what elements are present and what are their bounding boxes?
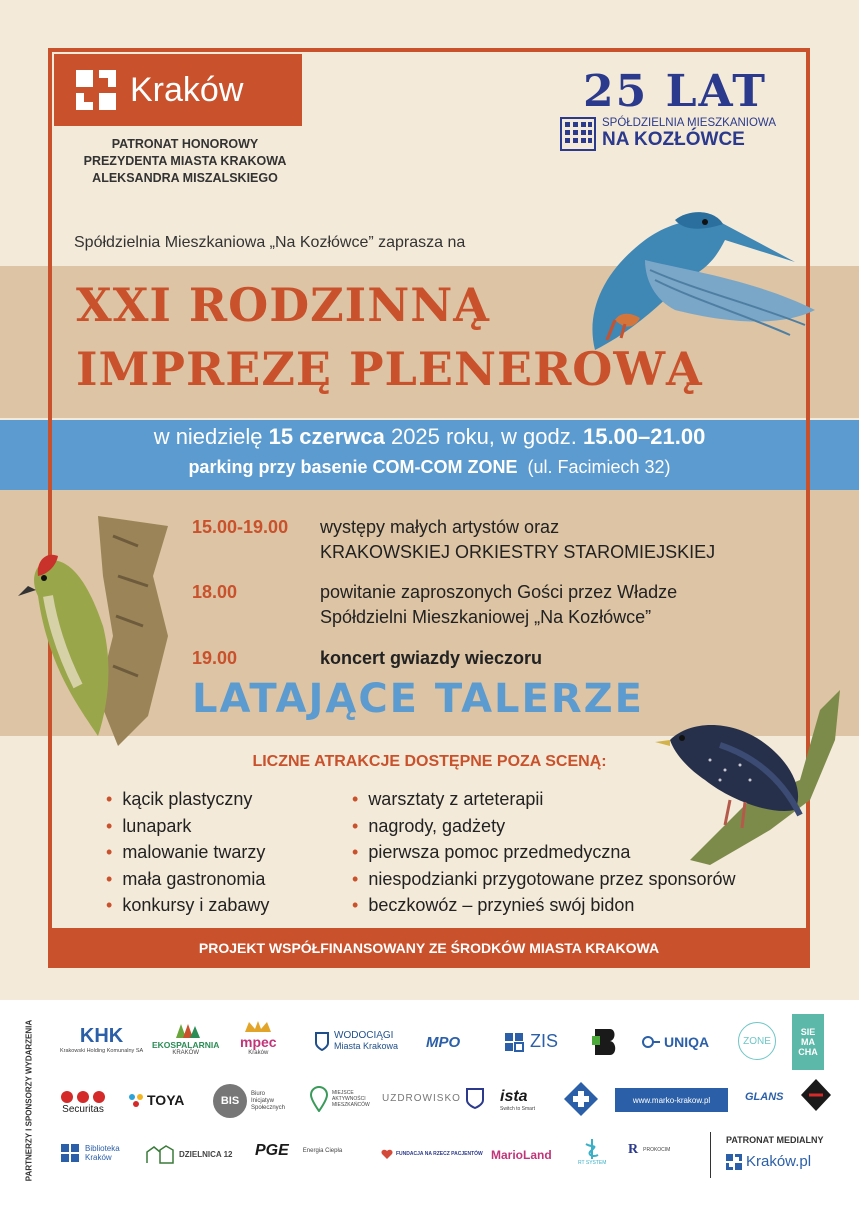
comcom-zone-logo: ZONE (738, 1022, 776, 1060)
woodpecker-illustration (18, 516, 198, 746)
leaf-icon (171, 1022, 201, 1040)
coop-small: SPÓŁDZIELNIA MIESZKANIOWA (602, 117, 777, 129)
b-mark-icon (592, 1027, 618, 1057)
uniqa-logo: UNIQA (641, 1034, 709, 1050)
list-item: • beczkowóz – przynieś swój bidon (352, 892, 736, 919)
attractions-list-1 (106, 786, 269, 919)
poster: PROJEKT WSPÓŁFINANSOWANY ZE ŚRODKÓW MIASTA KRAKOWA Kraków PATRONAT HONOROWY PREZYDENTA MIASTA KRAKOWA ALEKSANDRA MISZALSKIEGO 25 LAT SPÓŁDZIELNIA MIESZKANIOWA NA KOZŁÓWCE Spółdzielnia Mieszkaniowa „Na Kozłówce” zaprasza na XXI RODZINNĄ IMPREZĘ PLENEROWĄ w niedzielę 15 czerwca 2025 roku, w godz. 15.00–21.00 parking przy basenie COM-COM ZONE (ul. Facimiech 32) 15.00-19.00 występy małych artystów oraz KRAKOWSKIEJ ORKIESTRY STAROMIEJSKIEJ 18.00 powitanie zaproszonych Gości przez Władze Spółdzielni Mieszkaniowej „Na Kozłówce” 19.00 koncert gwiazdy wieczoru LATAJĄCE TALERZE LICZNE ATRAKCJE DOSTĘPNE POZA SCENĄ: • kącik plastyczny • lunapark • malowanie twarzy • mała gastronomia • konkursy i zabawy • warsztaty z arteterapii • nagrody, gadżety • pierwsza pomoc przedmedyczna • niespodzianki przygotowane przez sponsorów • beczkowóz – przynieś swój bidon (0, 0, 859, 1000)
list-item: • malowanie twarzy (106, 839, 269, 866)
fundacja-logo: FUNDACJA NA RZECZ PACJENTÓW (381, 1148, 483, 1160)
marioland-logo: MarioLand (491, 1148, 552, 1162)
patron-separator (710, 1132, 711, 1178)
crest-icon (465, 1087, 485, 1109)
kingfisher-illustration (555, 200, 825, 370)
list-item: • pierwsza pomoc przedmedyczna (352, 839, 736, 866)
schedule-time: 18.00 (192, 582, 238, 602)
place-line: parking przy basenie COM-COM ZONE (ul. Facimiech 32) (188, 457, 671, 477)
funding-text: PROJEKT WSPÓŁFINANSOWANY ZE ŚRODKÓW MIASTA KRAKOWA (198, 940, 660, 956)
dzielnica-logo: DZIELNICA 12 (146, 1144, 233, 1164)
coop-name: NA KOZŁÓWCE (602, 129, 745, 150)
anniversary-title: 25 LAT (583, 66, 767, 117)
medical-cross-icon (563, 1081, 599, 1117)
library-mark-icon (60, 1143, 80, 1163)
emblem-logo (800, 1078, 832, 1112)
ista-logo: ista Switch to Smart (500, 1088, 536, 1112)
securitas-dots-icon (60, 1090, 106, 1104)
miejsce-aktywnosci-logo: MIEJSCE AKTYWNOŚCI MIESZKAŃCÓW (310, 1086, 370, 1112)
krakow-logo-text: Kraków (130, 70, 244, 109)
buildings-icon (146, 1144, 174, 1164)
patron-heading: PATRONAT MEDIALNY (726, 1135, 824, 1145)
medical-logo (563, 1081, 599, 1117)
list-item: • kącik plastyczny (106, 786, 269, 813)
attractions-list-2 (352, 786, 736, 919)
wodociagi-logo: WODOCIĄGI Miasta Krakowa (314, 1030, 398, 1051)
zis-mark-icon (504, 1032, 524, 1052)
crown-icon (243, 1020, 273, 1034)
siemacha-logo: SIE MA CHA (792, 1014, 824, 1070)
headliner-name: LATAJĄCE TALERZE (192, 676, 644, 722)
caduceus-icon (582, 1138, 602, 1160)
mpec-logo: mpec Kraków (240, 1020, 277, 1056)
anniversary-logo (560, 66, 790, 151)
invite-text: Spółdzielnia Mieszkaniowa „Na Kozłówce” zaprasza na (74, 234, 466, 251)
krakow-logo (54, 54, 302, 126)
rt-system-logo: RT SYSTEM (578, 1138, 606, 1166)
mpo-logo: MPO (426, 1034, 461, 1051)
list-item: • nagrody, gadżety (352, 813, 736, 840)
sponsors-side-label: PARTNERZY I SPONSORZY WYDARZENIA (24, 1019, 34, 1182)
krakow-mark-icon (726, 1154, 742, 1170)
list-item: • niespodzianki przygotowane przez sponsorów (352, 866, 736, 893)
list-item: • mała gastronomia (106, 866, 269, 893)
marko-logo: www.marko-krakow.pl (615, 1088, 728, 1112)
map-pin-icon (310, 1086, 328, 1112)
krakow-mark-icon (76, 70, 116, 110)
uzdrowisko-logo: UZDROWISKO (382, 1087, 485, 1109)
crest-icon (314, 1031, 330, 1051)
attractions-heading: LICZNE ATRAKCJE DOSTĘPNE POZA SCENĄ: (252, 753, 607, 770)
shield-icon (800, 1078, 832, 1112)
list-item: • lunapark (106, 813, 269, 840)
biblioteka-logo: Biblioteka Kraków (60, 1143, 120, 1163)
budimex-logo (592, 1027, 618, 1057)
krakow-pl-logo: Kraków.pl (726, 1153, 811, 1170)
securitas-logo: Securitas (60, 1090, 106, 1115)
list-item: • warsztaty z arteterapii (352, 786, 736, 813)
toya-dots-icon (128, 1093, 144, 1107)
funding-bar (48, 928, 810, 968)
toya-logo: TOYA (128, 1092, 184, 1108)
building-icon (560, 117, 596, 151)
event-title-line2: IMPREZĘ PLENEROWĄ (76, 342, 703, 396)
heart-icon (381, 1148, 393, 1160)
uniqa-mark-icon (641, 1035, 661, 1049)
ekospalarnia-logo: EKOSPALARNIA KRAKÓW (152, 1022, 219, 1056)
glans-logo: GLANS (745, 1091, 784, 1103)
pge-logo: PGE Energia Ciepła (255, 1142, 343, 1159)
date-line: w niedzielę 15 czerwca 2025 roku, w godz. 15.00–21.00 (153, 424, 706, 449)
schedule-time: 19.00 (192, 648, 238, 668)
schedule-time: 15.00-19.00 (192, 517, 289, 537)
patronat-text: PATRONAT HONOROWY PREZYDENTA MIASTA KRAKOWA ALEKSANDRA MISZALSKIEGO (83, 137, 287, 185)
bis-logo: BIS Biuro Inicjatyw Społecznych (213, 1084, 285, 1118)
prokocim-logo: R PROKOCIM (628, 1142, 671, 1157)
zis-logo: ZIS (504, 1031, 558, 1052)
khk-logo: KHK Krakowski Holding Komunalny SA (60, 1025, 144, 1054)
list-item: • konkursy i zabawy (106, 892, 269, 919)
event-title-line1: XXI RODZINNĄ (76, 278, 490, 332)
